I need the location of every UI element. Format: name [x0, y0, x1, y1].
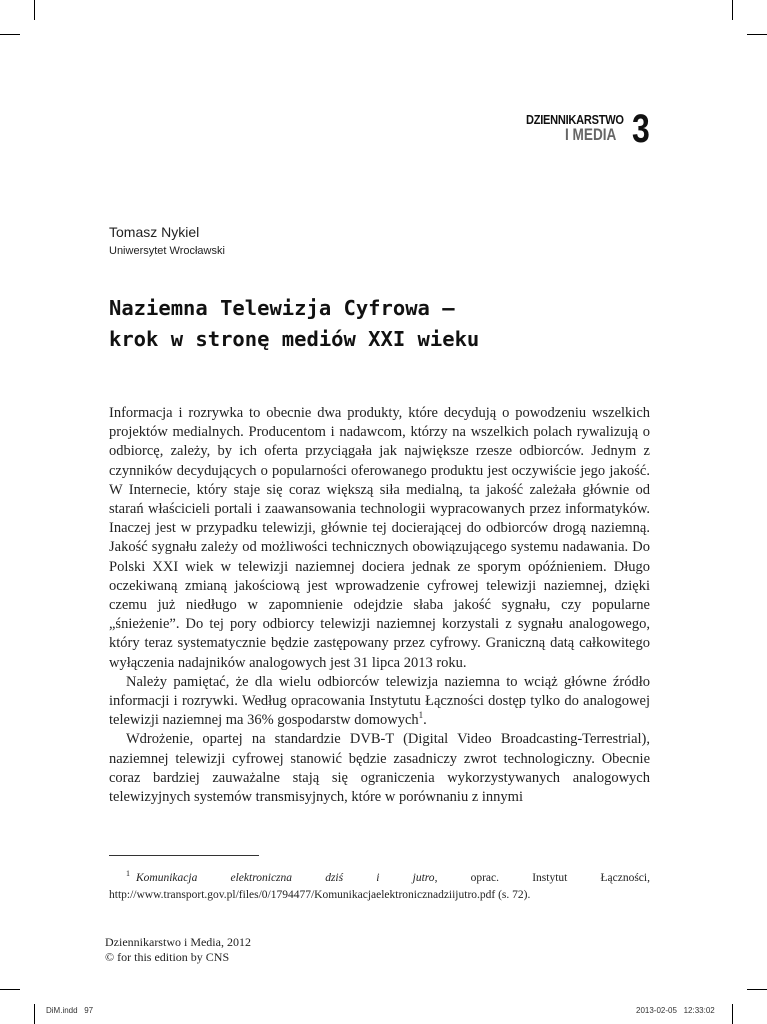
slug-filename: DiM.indd 97	[46, 1006, 94, 1015]
crop-mark-top-left-vertical	[34, 0, 35, 20]
paragraph-2	[109, 673, 650, 731]
paragraph-2-end: .	[423, 712, 427, 729]
paragraph-3: Wdrożenie, opartej na standardzie DVB-T (Digital Video Broadcasting-Terrestrial), naziemnej telewizji cyfrowej stanowić będzie zasadniczy zwrot technologiczny. Obecnie coraz bardziej zauważalne stają się ograniczenia wykorzystywanych analogowych telewizyjnych systemów transmisyjnych, które w porównaniu z innymi	[109, 731, 650, 806]
footnote-number: 1	[126, 869, 130, 878]
journal-logo-number: 3	[632, 107, 650, 151]
crop-mark-bottom-right-horizontal	[747, 989, 767, 990]
footnote-reference: 1	[418, 710, 424, 721]
article-body	[109, 404, 650, 807]
crop-mark-bottom-left-vertical	[34, 1004, 35, 1024]
journal-logo-line1: DZIENNIKARSTWO	[526, 112, 624, 127]
crop-mark-top-right-horizontal	[747, 34, 767, 35]
article-title	[109, 293, 479, 355]
journal-logo	[508, 107, 653, 151]
footnote-text: , oprac. Instytut Łączności, http://www.transport.gov.pl/files/0/1794477/Komunikacjaelektronicznadziijutro.pdf (s. 72).	[109, 871, 650, 901]
author-name: Tomasz Nykiel	[109, 224, 200, 240]
article-title-line2: krok w stronę mediów XXI wieku	[109, 327, 480, 351]
footnote-divider	[109, 855, 259, 856]
publication-line2: © for this edition by CNS	[105, 950, 230, 964]
crop-mark-top-right-vertical	[732, 0, 733, 20]
crop-mark-bottom-right-vertical	[732, 1004, 733, 1024]
article-title-line1: Naziemna Telewizja Cyfrowa —	[109, 296, 455, 320]
publication-info	[105, 935, 251, 965]
paragraph-1: Informacja i rozrywka to obecnie dwa produkty, które decydują o powodzeniu wszelkich projektów medialnych. Producentom i nadawcom, którzy na wszelkich polach rywalizują o odbiorcę, zależy, by ich oferta przyciągała jak największe rzesze odbiorców. Jednym z czynników decydujących o popularności oferowanego produktu jest oczywiście jego jakość. W Internecie, który staje się coraz większą siła medialną, ta jakość zależała głównie od starań właścicieli portali i zaawansowania technologii wypracowanych przez informatyków. Inaczej jest w przypadku telewizji, głównie tej docierającej do odbiorców drogą naziemną. Jakość sygnału zależy od możliwości technicznych obowiązującego systemu nadawania. Do Polski XXI wiek w telewizji naziemnej dociera jednak ze sporym opóźnieniem. Długo oczekiwaną zmianą jakościową jest wprowadzenie cyfrowej telewizji naziemnej, dzięki czemu już niedługo w zapomnienie odejdzie słaba jakość sygnału, czy popularne „śnieżenie”. Do tej pory odbiorcy telewizji naziemnej korzystali z sygnału analogowego, który teraz systematycznie będzie zastępowany przez cyfrowy. Graniczną datą całkowitego wyłączenia nadajników analogowych jest 31 lipca 2013 roku.	[109, 405, 650, 671]
crop-mark-bottom-left-horizontal	[0, 989, 20, 990]
publication-line1: Dziennikarstwo i Media, 2012	[105, 935, 251, 949]
slug-timestamp: 2013-02-05 12:33:02	[636, 1006, 715, 1015]
paragraph-2-text: Należy pamiętać, że dla wielu odbiorców telewizja naziemna to wciąż główne źródło informacji i rozrywki. Według opracowania Instytutu Łączności dostęp tylko do analogowej telewizji naziemnej ma 36% gospodarstw domowych	[109, 673, 650, 729]
journal-logo-line2: I MEDIA	[565, 125, 617, 144]
author-affiliation: Uniwersytet Wrocławski	[109, 245, 225, 257]
crop-mark-top-left-horizontal	[0, 34, 20, 35]
footnote	[109, 865, 650, 904]
footnote-title: Komunikacja elektroniczna dziś i jutro	[136, 871, 435, 884]
